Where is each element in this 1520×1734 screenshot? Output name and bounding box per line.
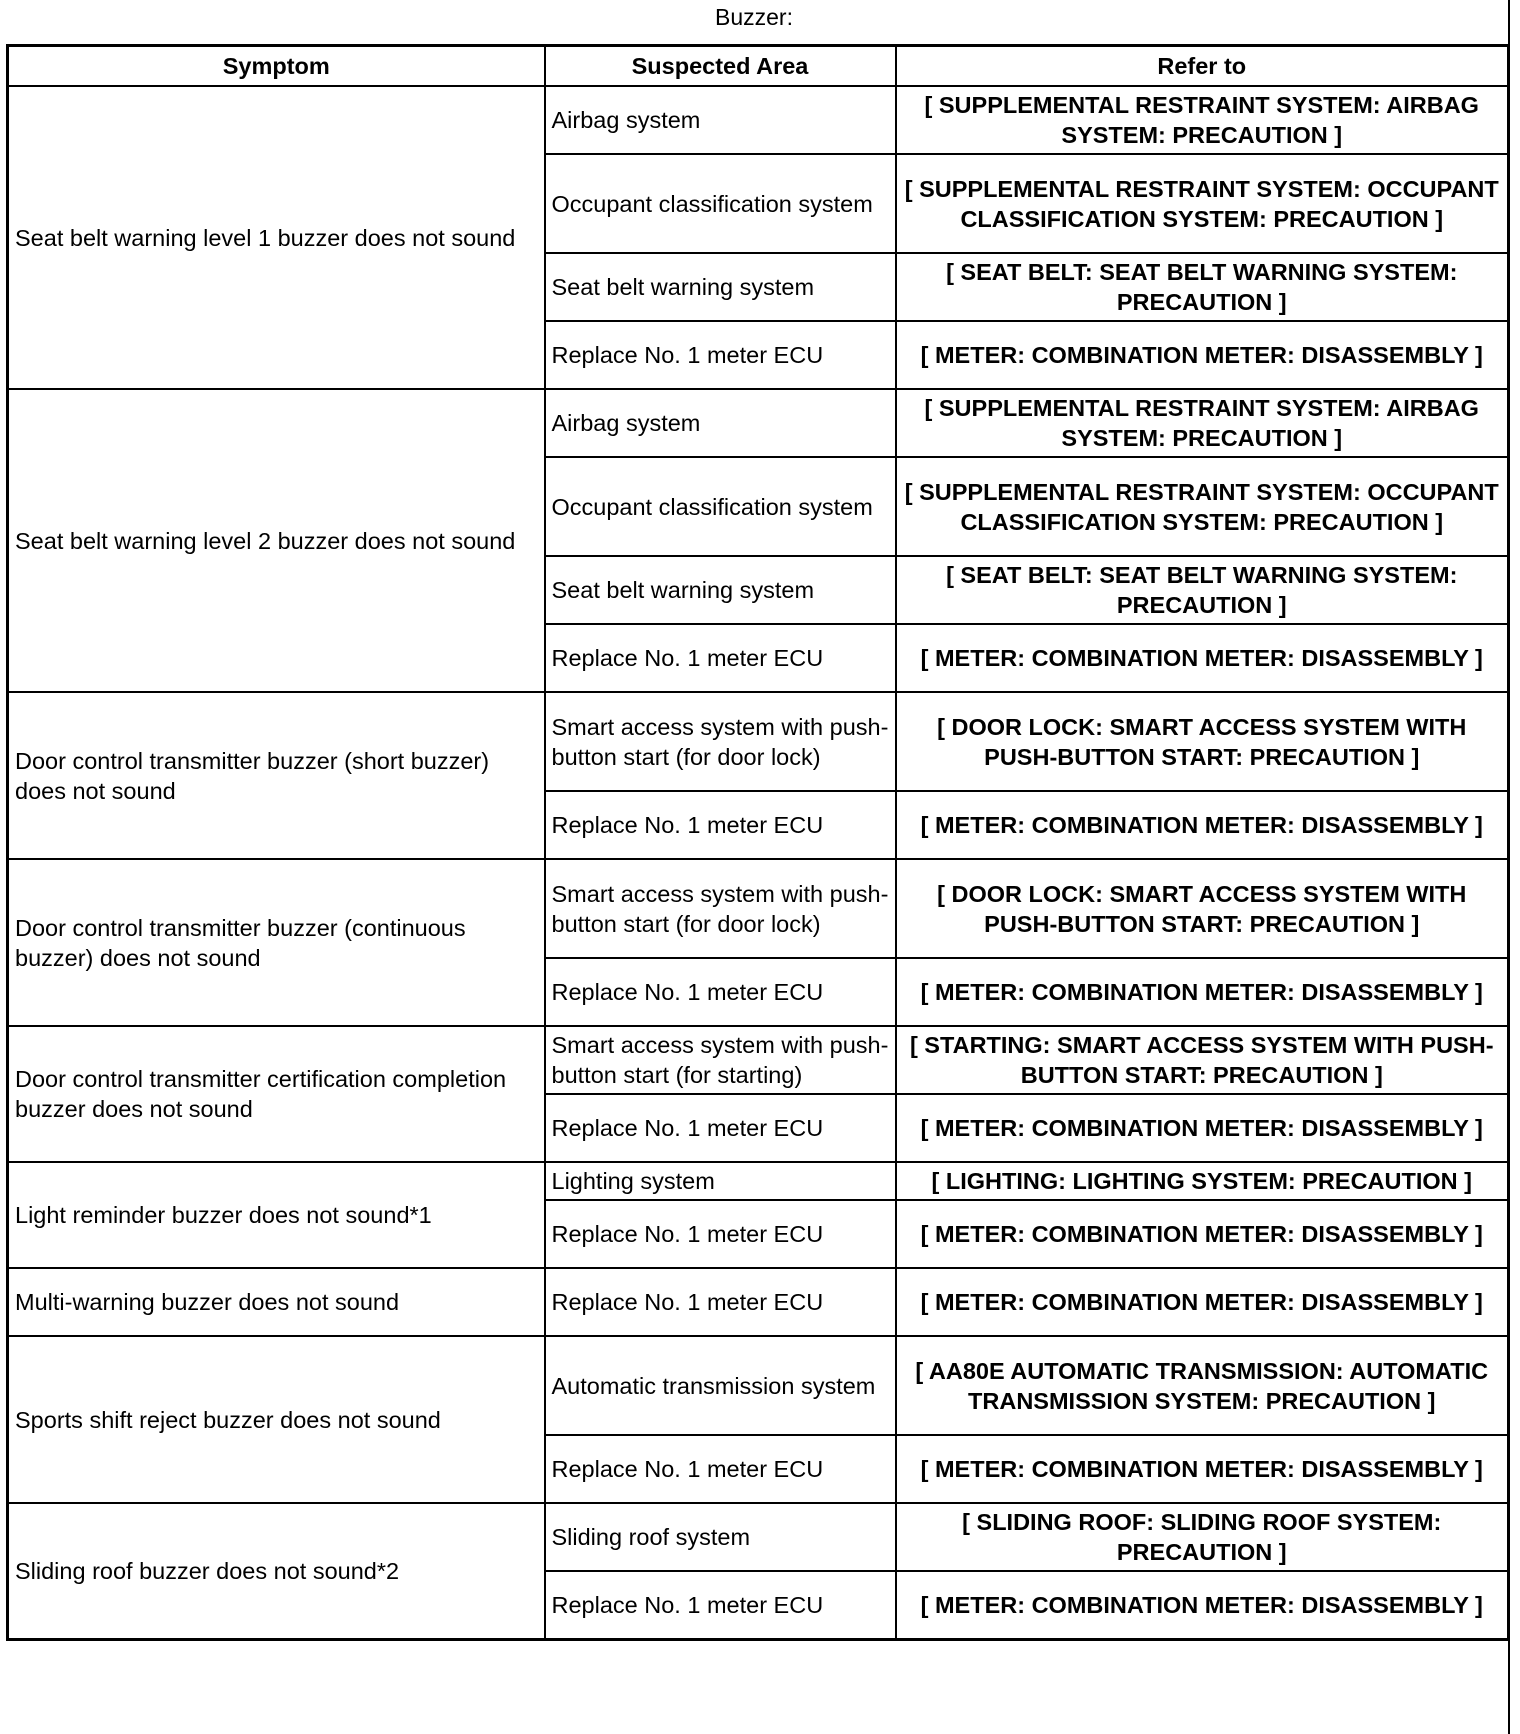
table-row — [8, 389, 1509, 457]
table-row — [8, 1503, 1509, 1571]
suspected-area-cell: Replace No. 1 meter ECU — [545, 1094, 896, 1162]
table-row — [8, 1162, 1509, 1200]
refer-to-link[interactable]: [ METER: COMBINATION METER: DISASSEMBLY ] — [896, 1571, 1509, 1640]
table-row — [8, 859, 1509, 958]
header-refer-to: Refer to — [896, 46, 1509, 87]
symptom-cell: Light reminder buzzer does not sound*1 — [8, 1162, 545, 1268]
refer-to-link[interactable]: [ METER: COMBINATION METER: DISASSEMBLY ] — [896, 1094, 1509, 1162]
suspected-area-cell: Seat belt warning system — [545, 253, 896, 321]
refer-to-link[interactable]: [ DOOR LOCK: SMART ACCESS SYSTEM WITH PUSH-BUTTON START: PRECAUTION ] — [896, 692, 1509, 791]
suspected-area-cell: Replace No. 1 meter ECU — [545, 958, 896, 1026]
suspected-area-cell: Smart access system with push-button start (for door lock) — [545, 859, 896, 958]
suspected-area-cell: Automatic transmission system — [545, 1336, 896, 1435]
suspected-area-cell: Occupant classification system — [545, 154, 896, 253]
refer-to-link[interactable]: [ DOOR LOCK: SMART ACCESS SYSTEM WITH PUSH-BUTTON START: PRECAUTION ] — [896, 859, 1509, 958]
symptom-cell: Door control transmitter buzzer (short buzzer) does not sound — [8, 692, 545, 859]
refer-to-link[interactable]: [ AA80E AUTOMATIC TRANSMISSION: AUTOMATIC TRANSMISSION SYSTEM: PRECAUTION ] — [896, 1336, 1509, 1435]
refer-to-link[interactable]: [ SUPPLEMENTAL RESTRAINT SYSTEM: AIRBAG SYSTEM: PRECAUTION ] — [896, 86, 1509, 154]
refer-to-link[interactable]: [ LIGHTING: LIGHTING SYSTEM: PRECAUTION ] — [896, 1162, 1509, 1200]
table-row — [8, 692, 1509, 791]
refer-to-link[interactable]: [ SUPPLEMENTAL RESTRAINT SYSTEM: OCCUPANT CLASSIFICATION SYSTEM: PRECAUTION ] — [896, 457, 1509, 556]
refer-to-link[interactable]: [ METER: COMBINATION METER: DISASSEMBLY ] — [896, 1268, 1509, 1336]
suspected-area-cell: Replace No. 1 meter ECU — [545, 624, 896, 692]
suspected-area-cell: Replace No. 1 meter ECU — [545, 1268, 896, 1336]
suspected-area-cell: Airbag system — [545, 389, 896, 457]
refer-to-link[interactable]: [ SLIDING ROOF: SLIDING ROOF SYSTEM: PRECAUTION ] — [896, 1503, 1509, 1571]
suspected-area-cell: Replace No. 1 meter ECU — [545, 1435, 896, 1503]
symptom-cell: Door control transmitter certification completion buzzer does not sound — [8, 1026, 545, 1162]
refer-to-link[interactable]: [ METER: COMBINATION METER: DISASSEMBLY ] — [896, 791, 1509, 859]
refer-to-link[interactable]: [ SUPPLEMENTAL RESTRAINT SYSTEM: AIRBAG SYSTEM: PRECAUTION ] — [896, 389, 1509, 457]
table-caption: Buzzer: — [715, 4, 793, 30]
suspected-area-cell: Smart access system with push-button start (for door lock) — [545, 692, 896, 791]
suspected-area-cell: Seat belt warning system — [545, 556, 896, 624]
suspected-area-cell: Replace No. 1 meter ECU — [545, 791, 896, 859]
buzzer-diagnosis-table — [6, 44, 1510, 1641]
refer-to-link[interactable]: [ METER: COMBINATION METER: DISASSEMBLY ] — [896, 321, 1509, 389]
suspected-area-cell: Airbag system — [545, 86, 896, 154]
table-row — [8, 1336, 1509, 1435]
refer-to-link[interactable]: [ SEAT BELT: SEAT BELT WARNING SYSTEM: PRECAUTION ] — [896, 253, 1509, 321]
suspected-area-cell: Sliding roof system — [545, 1503, 896, 1571]
suspected-area-cell: Replace No. 1 meter ECU — [545, 321, 896, 389]
refer-to-link[interactable]: [ METER: COMBINATION METER: DISASSEMBLY ] — [896, 1200, 1509, 1268]
header-symptom: Symptom — [8, 46, 545, 87]
header-suspected-area: Suspected Area — [545, 46, 896, 87]
table-row — [8, 86, 1509, 154]
symptom-cell: Sports shift reject buzzer does not sound — [8, 1336, 545, 1503]
symptom-cell: Multi-warning buzzer does not sound — [8, 1268, 545, 1336]
table-row — [8, 1268, 1509, 1336]
refer-to-link[interactable]: [ METER: COMBINATION METER: DISASSEMBLY ] — [896, 1435, 1509, 1503]
suspected-area-cell: Occupant classification system — [545, 457, 896, 556]
symptom-cell: Door control transmitter buzzer (continuous buzzer) does not sound — [8, 859, 545, 1026]
symptom-cell: Sliding roof buzzer does not sound*2 — [8, 1503, 545, 1640]
refer-to-link[interactable]: [ SUPPLEMENTAL RESTRAINT SYSTEM: OCCUPANT CLASSIFICATION SYSTEM: PRECAUTION ] — [896, 154, 1509, 253]
refer-to-link[interactable]: [ STARTING: SMART ACCESS SYSTEM WITH PUSH-BUTTON START: PRECAUTION ] — [896, 1026, 1509, 1094]
suspected-area-cell: Smart access system with push-button start (for starting) — [545, 1026, 896, 1094]
refer-to-link[interactable]: [ SEAT BELT: SEAT BELT WARNING SYSTEM: PRECAUTION ] — [896, 556, 1509, 624]
symptom-cell: Seat belt warning level 2 buzzer does not sound — [8, 389, 545, 692]
symptom-cell: Seat belt warning level 1 buzzer does not sound — [8, 86, 545, 389]
suspected-area-cell: Replace No. 1 meter ECU — [545, 1200, 896, 1268]
table-row — [8, 1026, 1509, 1094]
suspected-area-cell: Replace No. 1 meter ECU — [545, 1571, 896, 1640]
suspected-area-cell: Lighting system — [545, 1162, 896, 1200]
header-row — [8, 46, 1509, 87]
refer-to-link[interactable]: [ METER: COMBINATION METER: DISASSEMBLY ] — [896, 624, 1509, 692]
refer-to-link[interactable]: [ METER: COMBINATION METER: DISASSEMBLY ] — [896, 958, 1509, 1026]
